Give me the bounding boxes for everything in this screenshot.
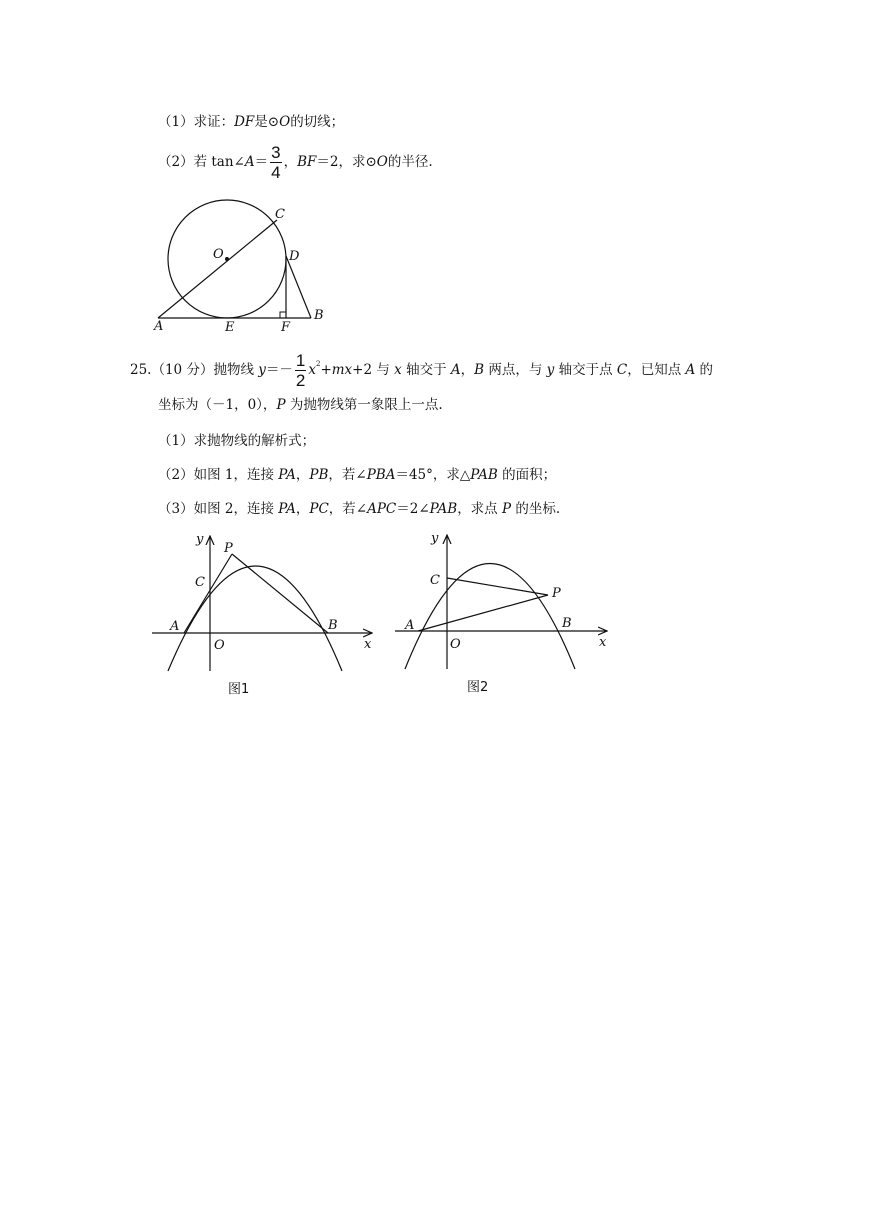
label-c: C (275, 207, 285, 222)
fig2-caption: 图2 (467, 680, 489, 695)
right-angle-mark (280, 312, 286, 318)
figure-1 (140, 528, 390, 703)
fig2-label-o: O (450, 637, 461, 652)
fig1-label-a: A (170, 619, 180, 634)
q25-stem-line1: 25.（10 分）抛物线 y＝－ $\frac{1}{2}$ $x^2+mx+2$ 与 x 轴交于 A，B 两点，与 y 轴交于点 C，已知点 A 的 (130, 351, 714, 390)
fraction-1-2: $\frac{1}{2}$ (295, 351, 306, 390)
label-o: O (213, 247, 224, 262)
fig2-label-c: C (430, 573, 440, 588)
q25-stem-line2: 坐标为（－1，0），P 为抛物线第一象限上一点. (158, 397, 443, 413)
q25-part2: （2）如图 1，连接 PA，PB，若∠PBA＝45°，求△PAB 的面积； (158, 467, 557, 483)
fig1-label-o: O (214, 638, 225, 653)
label-a: A (154, 319, 164, 334)
fig2-label-p: P (552, 586, 561, 601)
q24-part2: （2）若 tan∠A＝ $\frac{3}{4}$ ，BF＝2，求⊙O的半径. (158, 143, 433, 182)
segment-ac (158, 220, 277, 318)
fig2-label-y: y (431, 531, 439, 546)
segment-pa (184, 554, 232, 633)
q24-part1: （1）求证：DF是⊙O的切线； (158, 114, 345, 130)
fig1-caption: 图1 (228, 682, 250, 697)
label-e: E (225, 320, 235, 335)
segment-pa (418, 595, 548, 631)
label-d: D (289, 249, 300, 264)
label-f: F (281, 320, 291, 335)
fig2-label-a: A (405, 618, 415, 633)
fig1-label-p: P (224, 541, 233, 556)
fig2-label-x: x (599, 635, 607, 650)
fig1-label-y: y (196, 532, 204, 547)
fig1-label-b: B (328, 618, 338, 633)
segment-db (286, 256, 311, 318)
label-b: B (314, 308, 324, 323)
segment-pc (447, 578, 548, 595)
q25-part1: （1）求抛物线的解析式； (158, 433, 316, 449)
center-point-o (225, 257, 229, 261)
fraction-3-4: $\frac{3}{4}$ (271, 143, 281, 182)
figure-2 (395, 528, 625, 703)
fig1-label-c: C (195, 575, 205, 590)
q24-circle-figure (145, 192, 345, 337)
q25-part3: （3）如图 2，连接 PA，PC，若∠APC＝2∠PAB，求点 P 的坐标. (158, 501, 561, 517)
fig2-label-b: B (562, 616, 572, 631)
segment-pb (232, 554, 328, 633)
fig1-label-x: x (364, 637, 372, 652)
